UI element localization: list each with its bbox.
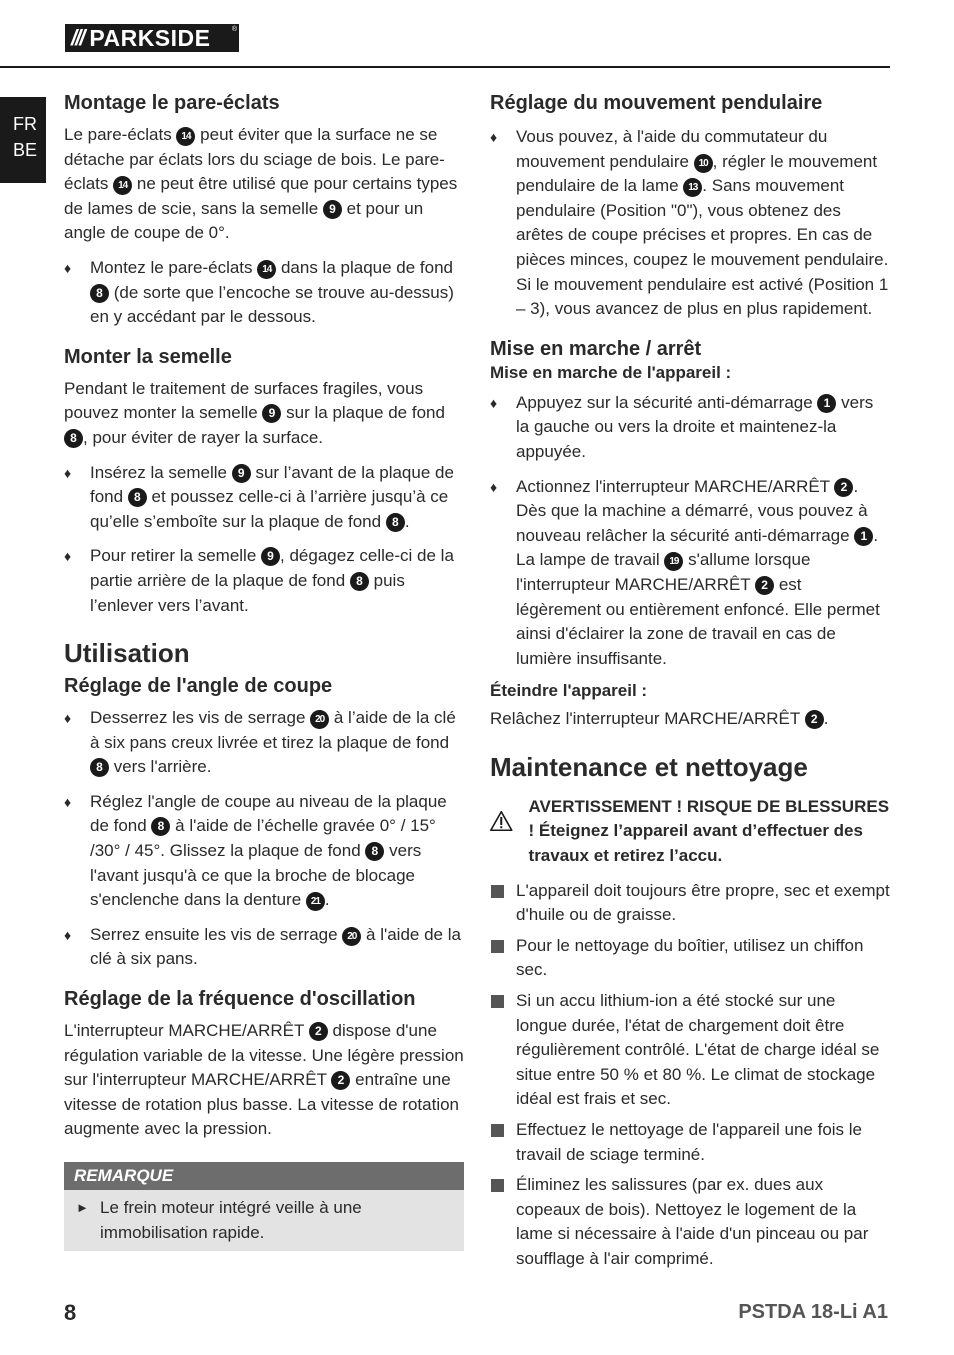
list-item: ♦ Montez le pare-éclats 14 dans la plaque de fond 8 (de sorte que l’encoche se trouve au-dessus) en y accédant par le dessous. [64,257,454,327]
paragraph: Relâchez l'interrupteur MARCHE/ARRÊT 2 . [490,709,829,729]
ref-badge: 2 [805,710,824,729]
square-bullet-icon [491,1179,504,1192]
model-name: PSTDA 18-Li A1 [738,1301,888,1323]
ref-badge: 1 [817,394,836,413]
ref-badge: 14 [113,176,132,195]
list-item: Effectuez le nettoyage de l'appareil une fois le travail de sciage terminé. [490,1118,890,1167]
section-title: Montage le pare-éclats [64,92,280,114]
section-title: Réglage du mouvement pendulaire [490,92,823,114]
paragraph: L'interrupteur MARCHE/ARRÊT 2 dispose d'une régulation variable de la vitesse. Une légère pression sur l'interrupteur MARCHE/ARRÊT 2 entraîne une vitesse de rotation plus basse. La vitesse de rotation augmente avec la pression. [64,1021,464,1139]
section-title: Mise en marche / arrêt [490,337,702,360]
ref-badge: 9 [261,547,280,566]
parkside-logo [65,24,239,52]
ref-badge: 20 [310,710,329,729]
square-bullet-icon [491,885,504,898]
diamond-bullet-icon: ♦ [490,129,498,145]
diamond-bullet-icon: ♦ [64,793,72,810]
subheading: Éteindre l'appareil : [490,681,648,701]
list-item: ♦ Vous pouvez, à l'aide du commutateur du mouvement pendulaire 10 , régler le mouvement pendulaire de la lame 13 . Sans mouvement pendulaire (Position "0"), vous obtenez des arêtes de coupe précises et propres. En cas de pièces minces, coupez le mouvement pendulaire. Si le mouvement pendulaire est activé (Position 1 – 3), vous avancez de plus en plus rapidement. [490,127,889,319]
subheading: Mise en marche de l'appareil : [490,362,732,382]
ref-badge: 13 [683,178,702,197]
logo-slashes: /// [71,25,84,50]
section-title: Réglage de la fréquence d'oscillation [64,988,416,1011]
ref-badge: 1 [854,527,873,546]
header-rule [0,66,890,68]
logo-registered: ® [231,26,237,33]
list-item: ♦ Pour retirer la semelle 9 , dégagez celle-ci de la partie arrière de la plaque de fond 8 puis l’enlever vers l’avant. [64,546,454,615]
chapter-title: Utilisation [64,638,190,669]
arrow-bullet-icon: ► [76,1200,89,1215]
ref-badge: 9 [262,404,281,423]
lang-be: BE [13,140,38,160]
ref-badge: 14 [257,260,276,279]
diamond-bullet-icon: ♦ [64,464,72,481]
square-bullet-icon [491,995,504,1008]
ref-badge: 9 [323,200,342,219]
diamond-bullet-icon: ♦ [64,548,72,565]
ref-badge: 8 [151,817,170,836]
ref-badge: 21 [306,892,325,911]
left-column [64,92,464,1251]
ref-badge: 8 [365,842,384,861]
note-box [64,1162,464,1251]
list-item: Pour le nettoyage du boîtier, utilisez un chiffon sec. [490,934,890,983]
list-item: ♦ Serrez ensuite les vis de serrage 20 à l'aide de la clé à six pans. [64,924,461,969]
list-item: Si un accu lithium-ion a été stocké sur une longue durée, l'état de chargement doit être régulièrement contrôlé. L'état de charge idéal se situe entre 50 % et 80 %. Le climat de stockage idéal est frais et sec. [490,989,890,1112]
list-item: L'appareil doit toujours être propre, sec et exempt d'huile ou de graisse. [490,879,890,928]
warning-block [490,795,890,869]
paragraph: Le pare-éclats 14 peut éviter que la surface ne se détache par éclats lors du sciage de bois. Le pare-éclats 14 ne peut être utilisé que pour certains types de lames de scie, sans la semelle 9 et pour un angle de coupe de 0°. [64,125,458,243]
page-number: 8 [64,1300,77,1325]
ref-badge: 19 [664,552,683,571]
list-item: ♦ Actionnez l'interrupteur MARCHE/ARRÊT 2 . Dès que la machine a démarré, vous pouvez à nouveau relâcher la sécurité anti-démarrage 1 . La lampe de travail 19 s'allume lorsque l'interrupteur MARCHE/ARRÊT 2 est légèrement ou entièrement enfoncé. Elle permet ainsi d'éclairer la zone de travail en cas de lumière insuffisante. [490,476,880,668]
chapter-title: Maintenance et nettoyage [490,751,808,782]
list-item: Éliminez les salissures (par ex. dues aux copeaux de bois). Nettoyez le logement de la lame si nécessaire à l'aide d'un pinceau ou par soufflage à l'air comprimé. [490,1173,890,1271]
ref-badge: 8 [350,572,369,591]
ref-badge: 14 [176,127,195,146]
diamond-bullet-icon: ♦ [64,259,72,276]
list-item: ♦ Insérez la semelle 9 sur l’avant de la plaque de fond 8 et poussez celle-ci à l’arrière jusqu’à ce qu’elle s’emboîte sur la plaque de fond 8 . [64,462,454,531]
ref-badge: 9 [232,464,251,483]
list-item: ♦ Appuyez sur la sécurité anti-démarrage 1 vers la gauche ou vers la droite et maintenez-la appuyée. [490,392,874,461]
section-title: Réglage de l'angle de coupe [64,675,333,698]
diamond-bullet-icon: ♦ [490,394,498,411]
warning-triangle-icon [490,795,513,847]
note-item: ► Le frein moteur intégré veille à une immobilisation rapide. [76,1198,362,1242]
ref-badge: 8 [90,758,109,777]
ref-badge: 2 [755,576,774,595]
square-bullet-icon [491,940,504,953]
lang-fr: FR [13,114,37,134]
diamond-bullet-icon: ♦ [64,710,72,727]
ref-badge: 2 [834,478,853,497]
paragraph: Pendant le traitement de surfaces fragiles, vous pouvez monter la semelle 9 sur la plaque de fond 8 , pour éviter de rayer la surface. [64,378,445,447]
ref-badge: 20 [342,927,361,946]
warning-text: AVERTISSEMENT ! RISQUE DE BLESSURES ! Éteignez l’appareil avant d’effectuer des travaux et retirez l’accu. [528,796,890,866]
diamond-bullet-icon: ♦ [64,926,72,943]
ref-badge: 8 [90,284,109,303]
ref-badge: 8 [64,429,83,448]
diamond-bullet-icon: ♦ [490,478,498,495]
list-item: ♦ Réglez l'angle de coupe au niveau de la plaque de fond 8 à l'aide de l’échelle gravée 0° / 15° /30° / 45°. Glissez la plaque de fond 8 vers l'avant jusqu'à ce que la broche de blocage s'enclenche dans la denture 21 . [64,791,447,910]
section-title: Monter la semelle [64,345,232,368]
square-bullet-icon [491,1124,504,1137]
note-heading: REMARQUE [64,1162,464,1190]
right-column [490,92,890,1272]
ref-badge: 2 [309,1022,328,1041]
ref-badge: 8 [386,513,405,532]
ref-badge: 8 [128,488,147,507]
list-item: ♦ Desserrez les vis de serrage 20 à l’aide de la clé à six pans creux livrée et tirez la plaque de fond 8 vers l'arrière. [64,708,456,777]
language-tab [0,97,46,183]
ref-badge: 10 [694,154,713,173]
ref-badge: 2 [331,1071,350,1090]
logo-brand: PARKSIDE [89,24,211,51]
